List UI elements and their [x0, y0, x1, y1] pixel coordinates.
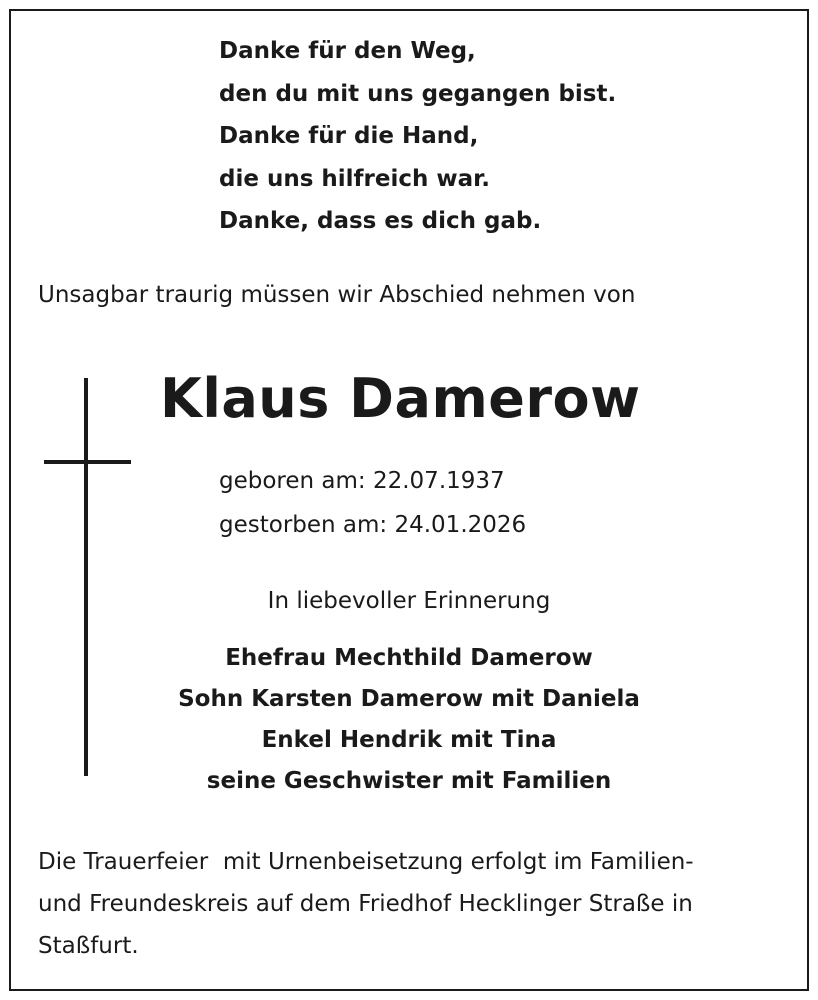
- mourner: seine Geschwister mit Familien: [206, 768, 612, 794]
- poem: [219, 36, 616, 249]
- death-date: gestorben am: 24.01.2026: [219, 512, 527, 538]
- mourner: Enkel Hendrik mit Tina: [261, 727, 557, 753]
- mourner: Ehefrau Mechthild Damerow: [225, 645, 593, 671]
- funeral-notice: [38, 847, 694, 973]
- memory-line: In liebevoller Erinnerung: [267, 588, 551, 614]
- deceased-name: Klaus Damerow: [160, 367, 641, 430]
- cross-icon-horizontal: [44, 460, 131, 464]
- birth-date: geboren am: 22.07.1937: [219, 468, 505, 494]
- life-dates: [219, 466, 526, 554]
- notice-line: und Freundeskreis auf dem Friedhof Hecklinger Straße in: [38, 891, 693, 917]
- mourners-list: [0, 643, 818, 807]
- notice-line: Die Trauerfeier mit Urnenbeisetzung erfolgt im Familien-: [38, 849, 694, 875]
- poem-line: Danke für den Weg,: [219, 38, 476, 64]
- intro-text: Unsagbar traurig müssen wir Abschied nehmen von: [38, 282, 636, 308]
- poem-line: den du mit uns gegangen bist.: [219, 80, 617, 107]
- poem-line: Danke, dass es dich gab.: [219, 208, 542, 234]
- poem-line: die uns hilfreich war.: [219, 165, 490, 192]
- notice-line: Staßfurt.: [38, 933, 139, 959]
- poem-line: Danke für die Hand,: [219, 123, 479, 149]
- mourner: Sohn Karsten Damerow mit Daniela: [178, 686, 640, 712]
